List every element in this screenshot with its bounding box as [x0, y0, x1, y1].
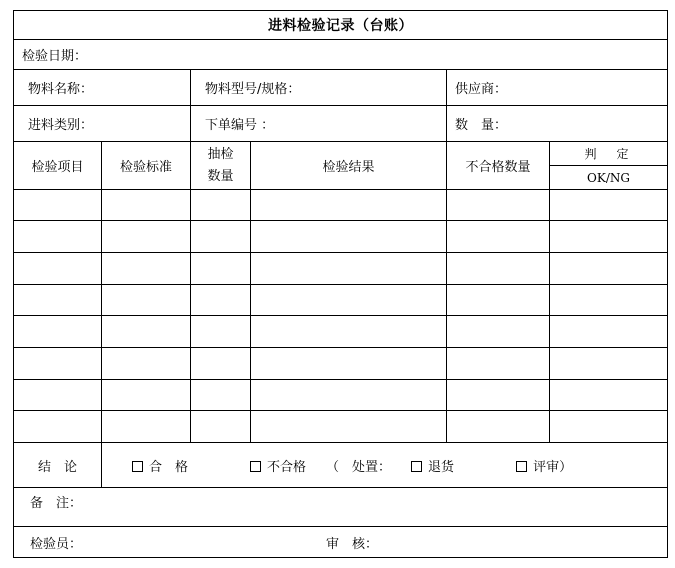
option-fail[interactable] [250, 456, 306, 475]
supplier-label: 供应商： [455, 82, 508, 97]
cell-result[interactable] [251, 285, 447, 316]
remarks-label: 备 注： [30, 496, 83, 511]
cell-judge[interactable] [550, 253, 668, 285]
cell-ng-qty[interactable] [447, 253, 550, 285]
cell-standard[interactable] [102, 221, 191, 253]
cell-standard[interactable] [102, 253, 191, 285]
col-header-standard: 检验标准 [102, 142, 191, 190]
option-pass-label: 合 格 [149, 459, 189, 475]
inspector-label: 检验员： [30, 536, 83, 552]
cell-standard[interactable] [102, 190, 191, 221]
col-header-ng-qty: 不合格数量 [447, 142, 550, 190]
cell-result[interactable] [251, 411, 447, 443]
cell-result[interactable] [251, 380, 447, 411]
inspect-date-label: 检验日期： [22, 49, 88, 64]
supplier-field[interactable] [447, 70, 668, 106]
incoming-inspection-form [13, 10, 667, 558]
option-return-label: 退货 [428, 459, 455, 475]
reviewer-label: 审 核： [326, 536, 379, 552]
signature-row [14, 527, 668, 558]
checkbox-return[interactable] [411, 461, 422, 472]
order-no-field[interactable] [191, 106, 447, 142]
material-name-field[interactable] [14, 70, 191, 106]
cell-sample-qty[interactable] [191, 348, 251, 380]
cell-sample-qty[interactable] [191, 316, 251, 348]
cell-result[interactable] [251, 190, 447, 221]
cell-sample-qty[interactable] [191, 253, 251, 285]
inspector-field[interactable] [30, 533, 326, 552]
table-row [14, 221, 668, 253]
table-row [14, 190, 668, 221]
cell-judge[interactable] [550, 285, 668, 316]
cell-judge[interactable] [550, 380, 668, 411]
cell-item[interactable] [14, 253, 102, 285]
inspection-table [13, 10, 668, 558]
cell-judge[interactable] [550, 316, 668, 348]
cell-sample-qty[interactable] [191, 285, 251, 316]
incoming-type-label: 进料类别： [28, 118, 94, 133]
col-header-sample-qty [191, 142, 251, 190]
cell-ng-qty[interactable] [447, 190, 550, 221]
col-header-result: 检验结果 [251, 142, 447, 190]
checkbox-pass[interactable] [132, 461, 143, 472]
cell-sample-qty[interactable] [191, 221, 251, 253]
cell-standard[interactable] [102, 411, 191, 443]
option-pass[interactable] [132, 456, 188, 475]
remarks-field[interactable] [14, 488, 668, 527]
checkbox-fail[interactable] [250, 461, 261, 472]
table-row [14, 411, 668, 443]
cell-sample-qty[interactable] [191, 190, 251, 221]
cell-ng-qty[interactable] [447, 316, 550, 348]
cell-judge[interactable] [550, 190, 668, 221]
col-header-judge-okng: OK/NG [550, 166, 668, 190]
cell-item[interactable] [14, 190, 102, 221]
option-review-label: 评审） [533, 459, 573, 475]
col-header-sample-line2: 数量 [207, 168, 234, 184]
cell-item[interactable] [14, 285, 102, 316]
order-no-label: 下单编号 ： [205, 118, 275, 133]
cell-standard[interactable] [102, 316, 191, 348]
cell-result[interactable] [251, 221, 447, 253]
table-row [14, 285, 668, 316]
checkbox-review[interactable] [516, 461, 527, 472]
cell-judge[interactable] [550, 348, 668, 380]
cell-item[interactable] [14, 411, 102, 443]
table-row [14, 316, 668, 348]
conclusion-options [102, 443, 668, 488]
quantity-field[interactable] [447, 106, 668, 142]
disposal-label: （ 处置： [326, 459, 392, 475]
cell-item[interactable] [14, 316, 102, 348]
inspect-date-field[interactable] [14, 40, 668, 70]
table-row [14, 348, 668, 380]
cell-sample-qty[interactable] [191, 411, 251, 443]
cell-standard[interactable] [102, 348, 191, 380]
cell-result[interactable] [251, 316, 447, 348]
table-row [14, 380, 668, 411]
cell-ng-qty[interactable] [447, 348, 550, 380]
cell-standard[interactable] [102, 285, 191, 316]
material-model-label: 物料型号/规格： [205, 82, 301, 97]
cell-ng-qty[interactable] [447, 380, 550, 411]
option-fail-label: 不合格 [267, 459, 307, 475]
cell-result[interactable] [251, 348, 447, 380]
cell-judge[interactable] [550, 221, 668, 253]
col-header-item: 检验项目 [14, 142, 102, 190]
reviewer-field[interactable] [326, 537, 378, 552]
cell-item[interactable] [14, 348, 102, 380]
material-name-label: 物料名称： [28, 82, 94, 97]
cell-judge[interactable] [550, 411, 668, 443]
cell-ng-qty[interactable] [447, 285, 550, 316]
col-header-sample-line1: 抽检 [207, 146, 234, 162]
cell-item[interactable] [14, 221, 102, 253]
cell-sample-qty[interactable] [191, 380, 251, 411]
form-title: 进料检验记录（台账） [14, 11, 668, 40]
cell-ng-qty[interactable] [447, 221, 550, 253]
cell-ng-qty[interactable] [447, 411, 550, 443]
quantity-label: 数 量： [455, 118, 508, 133]
option-review[interactable] [516, 456, 572, 475]
table-row [14, 253, 668, 285]
conclusion-label: 结 论 [14, 443, 102, 488]
cell-standard[interactable] [102, 380, 191, 411]
material-model-field[interactable] [191, 70, 447, 106]
option-return[interactable] [411, 456, 454, 475]
incoming-type-field[interactable] [14, 106, 191, 142]
col-header-judge: 判 定 [550, 142, 668, 166]
cell-item[interactable] [14, 380, 102, 411]
cell-result[interactable] [251, 253, 447, 285]
